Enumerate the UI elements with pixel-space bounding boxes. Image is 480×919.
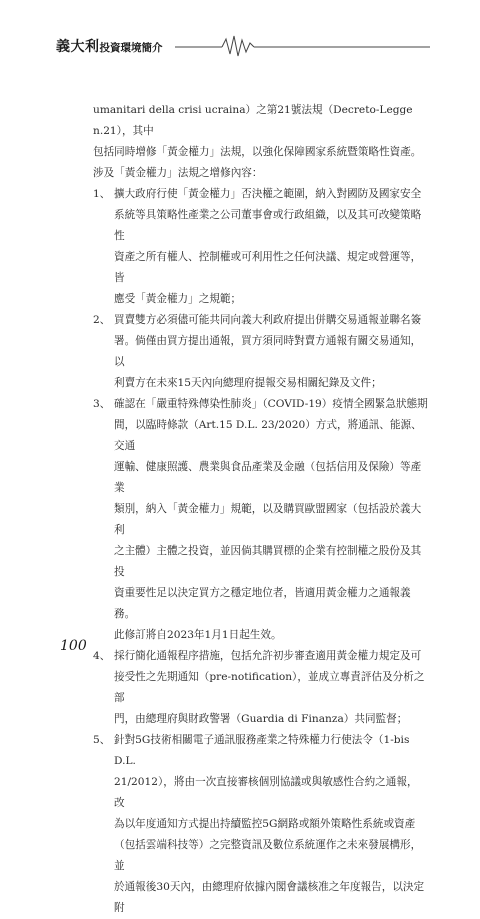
list-item-line: （包括雲端科技等）之完整資訊及數位系統運作之未來發展構形，並 [114, 839, 422, 872]
list-item-line: 運輸、健康照護、農業與食品產業及金融（包括信用及保險）等產業 [114, 461, 422, 494]
list-item-line: 確認在「嚴重特殊傳染性肺炎」（COVID-19）疫情全國緊急狀態期 [114, 398, 428, 410]
list-item-line: 間，以臨時條款（Art.15 D.L. 23/2020）方式，將通訊、能源、交通 [114, 419, 422, 452]
amendment-list [93, 184, 428, 919]
list-item-number: 2、 [93, 314, 111, 326]
intro-line-1: umanitari della crisi ucraina）之第21號法規（Decreto-Legge n.21），其中 [93, 104, 413, 137]
list-item-line: 系統等具策略性產業之公司董事會或行政組織，以及其可改變策略性 [114, 209, 422, 242]
list-item [93, 646, 428, 730]
list-item [93, 184, 428, 310]
list-item [93, 730, 428, 919]
list-item-number: 1、 [93, 188, 111, 200]
list-item-line: 為以年度通知方式提出持續監控5G網路或額外策略性系統或資產 [114, 818, 416, 830]
intro-line-3: 涉及「黃金權力」法規之增修內容： [93, 167, 263, 179]
list-item-line: 類別，納入「黃金權力」規範，以及購買歐盟國家（包括設於義大利 [114, 503, 422, 536]
list-item-line: 之主體）主體之投資，並因倘其購買標的企業有控制權之股份及其投 [114, 545, 422, 578]
list-item-line: 接受性之先期通知（pre-notification），並成立專責評估及分析之部 [114, 671, 425, 704]
list-item-number: 3、 [93, 398, 111, 410]
list-item-number: 5、 [93, 734, 111, 746]
list-item-line: 買賣雙方必須儘可能共同向義大利政府提出併購交易通報並聯名簽 [114, 314, 422, 326]
list-item-line: 利賣方在未來15天內向總理府提報交易相關紀錄及文件； [114, 377, 382, 389]
list-item-line: 資產之所有權人、控制權或可利用性之任何決議、規定或營運等，皆 [114, 251, 422, 284]
list-item-line: 針對5G技術相關電子通訊服務產業之特殊權力行使法令（1-bis D.L. [114, 734, 410, 767]
list-item-line: 擴大政府行使「黃金權力」否決權之範圍，納入對國防及國家安全 [114, 188, 422, 200]
intro-line-2: 包括同時增修「黃金權力」法規，以強化保障國家系統暨策略性資產。 [93, 146, 422, 158]
header-title-sub: 投資環境簡介 [99, 42, 163, 54]
list-item-number: 4、 [93, 650, 111, 662]
list-item-line: 資重要性足以決定買方之穩定地位者，皆適用黃金權力之通報義務。 [114, 587, 411, 620]
header-title-main: 義大利 [56, 39, 100, 55]
list-item-line: 門，由總理府與財政警署（Guardia di Finanza）共同監督； [114, 713, 408, 725]
list-item-line: 21/2012），將由一次直接審核個別協議或與敏感性合約之通報，改 [114, 776, 418, 809]
page-header [0, 0, 480, 70]
list-item-line: 署。倘僅由買方提出通報，買方須同時對賣方通報有關交易通知，以 [114, 335, 422, 368]
list-item-line: 此修訂將自2023年1月1日起生效。 [114, 629, 282, 641]
list-item [93, 310, 428, 394]
page-number: 100 [60, 638, 87, 654]
list-item-line: 於通報後30天內，由總理府依據內閣會議核准之年度報告，以決定附 [114, 881, 425, 914]
list-item [93, 394, 428, 646]
list-item-line: 應受「黃金權力」之規範； [114, 293, 242, 305]
list-item-line: 採行簡化通報程序措施，包括允許初步審查適用黃金權力規定及可 [114, 650, 422, 662]
header-title [56, 36, 163, 56]
document-body [93, 100, 428, 919]
